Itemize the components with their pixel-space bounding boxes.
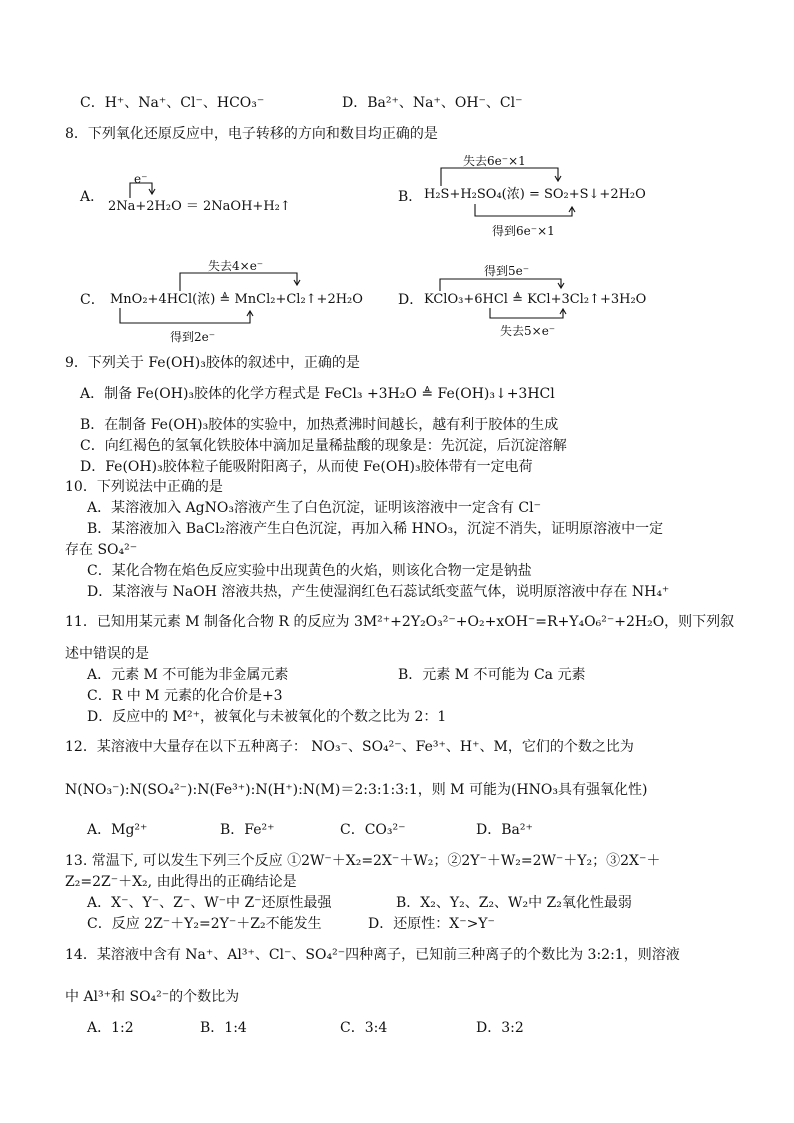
q8-a-arrowhead [149,189,155,194]
q13-option-a: A．X⁻、Y⁻、Z⁻、W⁻中 Z⁻还原性最强 [87,895,332,911]
q8-d-top-arrowhead [558,283,564,288]
q8-a-label: A． [80,189,105,205]
q11-stem-line1: 11．已知用某元素 M 制备化合物 R 的反应为 3M²⁺+2Y₂O₃²⁻+O₂+xOH⁻=R+Y₄O₆²⁻+2H₂O，则下列叙 [65,614,735,630]
q11-option-c: C．R 中 M 元素的化合价是+3 [87,688,283,704]
q11-option-d: D．反应中的 M²⁺，被氧化与未被氧化的个数之比为 2：1 [87,709,447,725]
q10-stem: 10．下列说法中正确的是 [65,479,223,495]
q8-b-top-arrow [441,168,558,186]
q11-option-a: A．元素 M 不可能为非金属元素 [87,667,289,683]
q11-option-b: B．元素 M 不可能为 Ca 元素 [398,667,586,683]
q7-option-d: D．Ba²⁺、Na⁺、OH⁻、Cl⁻ [342,95,523,111]
q9-option-b: B．在制备 Fe(OH)₃胶体的实验中，加热煮沸时间越长，越有利于胶体的生成 [80,417,559,433]
q8-c-bottom-arrowhead [247,311,253,316]
q9-stem: 9．下列关于 Fe(OH)₃胶体的叙述中，正确的是 [65,355,360,371]
q8-stem: 8．下列氧化还原反应中，电子转移的方向和数目均正确的是 [65,126,438,142]
q11-stem-line2: 述中错误的是 [65,646,149,662]
q8-d-bottom-label: 失去5×e⁻ [500,324,556,338]
q9-option-c: C．向红褐色的氢氧化铁胶体中滴加足量稀盐酸的现象是：先沉淀，后沉淀溶解 [80,438,567,454]
q10-option-a: A．某溶液加入 AgNO₃溶液产生了白色沉淀，证明该溶液中一定含有 Cl⁻ [87,500,542,516]
q14-option-a: A．1:2 [87,1020,134,1036]
q8-b-bottom-arrowhead [569,207,575,212]
q8-b-bottom-label: 得到6e⁻×1 [492,224,555,238]
q9-option-a: A．制备 Fe(OH)₃胶体的化学方程式是 FeCl₃ +3H₂O ≜ Fe(OH)₃↓+3HCl [80,386,555,402]
q8-d-top-label: 得到5e⁻ [484,264,530,278]
q13-stem-line1: 13. 常温下, 可以发生下列三个反应 ①2W⁻＋X₂=2X⁻＋W₂；②2Y⁻＋W₂=2W⁻＋Y₂；③2X⁻＋ [65,853,661,869]
q8-a-equation: 2Na+2H₂O ＝ 2NaOH+H₂↑ [108,199,291,214]
q14-option-d: D．3:2 [476,1020,524,1036]
q8-b-label: B． [398,189,423,205]
q9-option-d: D．Fe(OH)₃胶体粒子能吸附阳离子，从而使 Fe(OH)₃胶体带有一定电荷 [80,459,533,475]
q8-a-electron: e⁻ [134,172,148,186]
q8-c-top-label: 失去4×e⁻ [208,259,264,273]
q10-option-b-line2: 存在 SO₄²⁻ [65,542,138,558]
q12-option-c: C．CO₃²⁻ [340,822,406,838]
q8-d-top-arrow [440,279,561,291]
q8-c-top-arrow [180,273,297,291]
q13-option-b: B．X₂、Y₂、Z₂、W₂中 Z₂氧化性最弱 [396,895,632,911]
q13-option-d: D．还原性：X⁻>Y⁻ [368,916,495,932]
q8-d-bottom-arrowhead [560,309,566,314]
q8-c-bottom-arrow [120,308,250,323]
q8-d-bottom-arrow [490,308,563,318]
q8-b-bottom-arrow [475,204,572,216]
q14-option-c: C．3:4 [340,1020,388,1036]
q13-option-c: C．反应 2Z⁻＋Y₂=2Y⁻＋Z₂不能发生 [87,916,322,932]
q8-c-bottom-label: 得到2e⁻ [170,330,216,344]
q10-option-d: D．某溶液与 NaOH 溶液共热，产生使湿润红色石蕊试纸变蓝气体，说明原溶液中存在 NH₄⁺ [87,584,670,600]
q8-d-equation: KClO₃+6HCl ≜ KCl+3Cl₂↑+3H₂O [424,292,647,307]
q7-option-c: C．H⁺、Na⁺、Cl⁻、HCO₃⁻ [80,95,265,111]
q12-stem-line2: N(NO₃⁻):N(SO₄²⁻):N(Fe³⁺):N(H⁺):N(M)＝2:3:1:3:1，则 M 可能为(HNO₃具有强氧化性) [65,782,648,798]
q10-option-b-line1: B．某溶液加入 BaCl₂溶液产生白色沉淀，再加入稀 HNO₃，沉淀不消失，证明原溶液中一定 [87,521,664,537]
q8-c-equation: MnO₂+4HCl(浓) ≜ MnCl₂+Cl₂↑+2H₂O [110,292,363,307]
q10-option-c: C．某化合物在焰色反应实验中出现黄色的火焰，则该化合物一定是钠盐 [87,563,532,579]
q14-stem-line1: 14．某溶液中含有 Na⁺、Al³⁺、Cl⁻、SO₄²⁻四种离子，已知前三种离子的个数比为 3:2:1，则溶液 [65,947,680,963]
q8-b-top-label: 失去6e⁻×1 [463,154,526,168]
q12-option-b: B．Fe²⁺ [220,822,275,838]
q12-option-d: D．Ba²⁺ [476,822,533,838]
q13-stem-line2: Z₂=2Z⁻＋X₂, 由此得出的正确结论是 [65,874,297,890]
q8-b-top-arrowhead [555,176,561,181]
q8-d-label: D． [398,292,424,308]
q12-stem-line1: 12．某溶液中大量存在以下五种离子： NO₃⁻、SO₄²⁻、Fe³⁺、H⁺、M，它们的个数之比为 [65,739,634,755]
q8-b-equation: H₂S+H₂SO₄(浓) = SO₂+S↓+2H₂O [424,187,646,202]
q14-option-b: B．1:4 [200,1020,247,1036]
q8-c-label: C． [80,292,105,308]
q8-c-top-arrowhead [294,280,300,285]
q14-stem-line2: 中 Al³⁺和 SO₄²⁻的个数比为 [65,989,240,1005]
q12-option-a: A．Mg²⁺ [87,822,148,838]
